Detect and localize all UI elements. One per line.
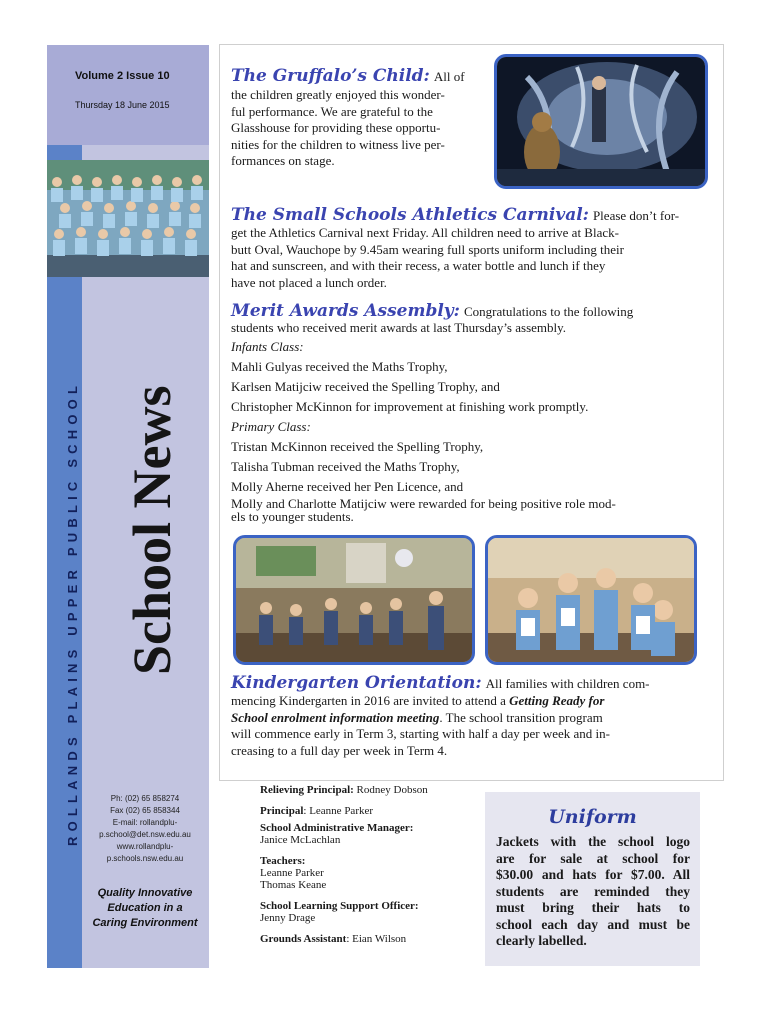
- teacher-name: Thomas Keane: [260, 879, 327, 891]
- kindergarten-line-3b: . The school transition program: [439, 709, 603, 725]
- school-tagline: [85, 886, 205, 931]
- issue-date: Thursday 18 June 2015: [75, 100, 170, 110]
- grounds-assistant-name: : Eian Wilson: [346, 933, 407, 945]
- primary-award: Talisha Tubman received the Maths Trophy,: [231, 459, 460, 474]
- uniform-text: [496, 834, 690, 950]
- uniform-line: are for sale at school for: [496, 850, 690, 866]
- uniform-line: must bring their hats to: [496, 900, 690, 915]
- uniform-line: $30.00 and hats for $7.00. All: [496, 867, 690, 882]
- athletics-line: have not placed a lunch order.: [231, 274, 387, 290]
- contact-web-2: p.schools.nsw.edu.au: [106, 854, 184, 863]
- admin-manager-name: Janice McLachlan: [260, 834, 341, 846]
- infants-award: Karlsen Matijciw received the Spelling Trophy, and: [231, 379, 500, 394]
- volume-issue: Volume 2 Issue 10: [75, 70, 170, 82]
- primary-award: Tristan McKinnon received the Spelling Trophy,: [231, 439, 484, 454]
- merit-closing: els to younger students.: [231, 509, 354, 524]
- support-officer-name: Jenny Drage: [260, 912, 316, 924]
- grounds-assistant-label: Grounds Assistant: [260, 933, 347, 945]
- merit-line-2: students who received merit awards at last Thursday’s assembly.: [231, 320, 567, 335]
- staff-list: [260, 784, 475, 945]
- class-photo: [47, 160, 209, 277]
- uniform-line: school each day and must be: [496, 916, 690, 932]
- uniform-notice: [485, 792, 700, 966]
- gruffalo-lead: All of: [433, 69, 465, 84]
- kindergarten-line-3a: School enrolment information meeting: [231, 709, 440, 725]
- uniform-line: Jackets with the school logo: [496, 834, 690, 849]
- gruffalo-stage-photo: [494, 54, 708, 189]
- tagline-line-2: Education in a: [107, 902, 183, 914]
- gruffalo-heading: The Gruffalo’s Child:: [231, 66, 430, 86]
- assembly-photo: [233, 535, 475, 665]
- teachers-label: Teachers:: [260, 855, 306, 867]
- principal-name: : Leanne Parker: [303, 805, 374, 817]
- gruffalo-line: formances on stage.: [231, 153, 335, 168]
- relieving-principal-name: Rodney Dobson: [356, 784, 428, 796]
- kindergarten-line-5: creasing to a full day per week in Term 4.: [231, 742, 448, 758]
- athletics-line: hat and sunscreen, and with their recess, a water bottle and lunch if they: [231, 258, 606, 273]
- contact-email-1: E-mail: rollandplu-: [112, 818, 178, 827]
- school-name-vertical: ROLLANDS PLAINS UPPER PUBLIC SCHOOL: [65, 380, 80, 846]
- award-winners-photo: [485, 535, 697, 665]
- contact-details: [85, 793, 205, 865]
- contact-phone: Ph: (02) 65 858274: [110, 794, 180, 803]
- kindergarten-line-2a: mencing Kindergarten in 2016 are invited to attend a: [231, 693, 510, 708]
- merit-heading: Merit Awards Assembly:: [231, 301, 460, 321]
- tagline-line-1: Quality Innovative: [97, 887, 193, 899]
- contact-web-1: www.rollandplu-: [116, 842, 174, 851]
- uniform-title: Uniform: [548, 806, 637, 828]
- infants-label: Infants Class:: [231, 339, 304, 354]
- newsletter-title: School News: [122, 385, 182, 675]
- tagline-line-3: Caring Environment: [92, 917, 198, 929]
- infants-award: Christopher McKinnon for improvement at finishing work promptly.: [231, 399, 589, 414]
- principal-label: Principal: [260, 805, 304, 817]
- support-officer-label: School Learning Support Officer:: [260, 900, 419, 912]
- athletics-line: get the Athletics Carnival next Friday. All children need to arrive at Black-: [231, 225, 619, 240]
- article-athletics: [231, 205, 709, 291]
- gruffalo-line: the children greatly enjoyed this wonder-: [231, 87, 445, 102]
- kindergarten-line-2b: Getting Ready for: [509, 693, 605, 708]
- masthead-box: [47, 45, 209, 145]
- primary-label: Primary Class:: [231, 419, 311, 434]
- article-merit: [231, 301, 709, 523]
- merit-lead: Congratulations to the following: [463, 304, 634, 319]
- admin-manager-label: School Administrative Manager:: [260, 822, 414, 834]
- kindergarten-heading: Kindergarten Orientation:: [231, 673, 482, 693]
- relieving-principal-label: Relieving Principal:: [260, 784, 354, 796]
- gruffalo-line: Glasshouse for providing these opportu-: [231, 120, 441, 135]
- infants-award: Mahli Gulyas received the Maths Trophy,: [231, 359, 448, 374]
- gruffalo-line: nities for the children to witness live per-: [231, 136, 445, 152]
- merit-closing: Molly and Charlotte Matijciw were rewarded for being positive role mod-: [231, 496, 616, 511]
- uniform-line: clearly labelled.: [496, 933, 587, 948]
- article-kindergarten: [231, 673, 709, 759]
- athletics-line: butt Oval, Wauchope by 9.45am wearing full sports uniform including their: [231, 241, 624, 257]
- contact-email-2: p.school@det.nsw.edu.au: [99, 830, 191, 839]
- article-gruffalo: [231, 66, 491, 170]
- uniform-line: students are reminded they: [496, 883, 690, 899]
- athletics-lead: Please don’t for-: [592, 208, 680, 223]
- athletics-heading: The Small Schools Athletics Carnival:: [231, 205, 589, 225]
- kindergarten-line-4: will commence early in Term 3, starting with half a day per week and in-: [231, 726, 610, 741]
- kindergarten-lead: All families with children com-: [485, 676, 650, 691]
- teacher-name: Leanne Parker: [260, 867, 324, 879]
- primary-award: Molly Aherne received her Pen Licence, and: [231, 479, 464, 494]
- gruffalo-line: ful performance. We are grateful to the: [231, 103, 433, 119]
- contact-fax: Fax (02) 65 858344: [110, 806, 180, 815]
